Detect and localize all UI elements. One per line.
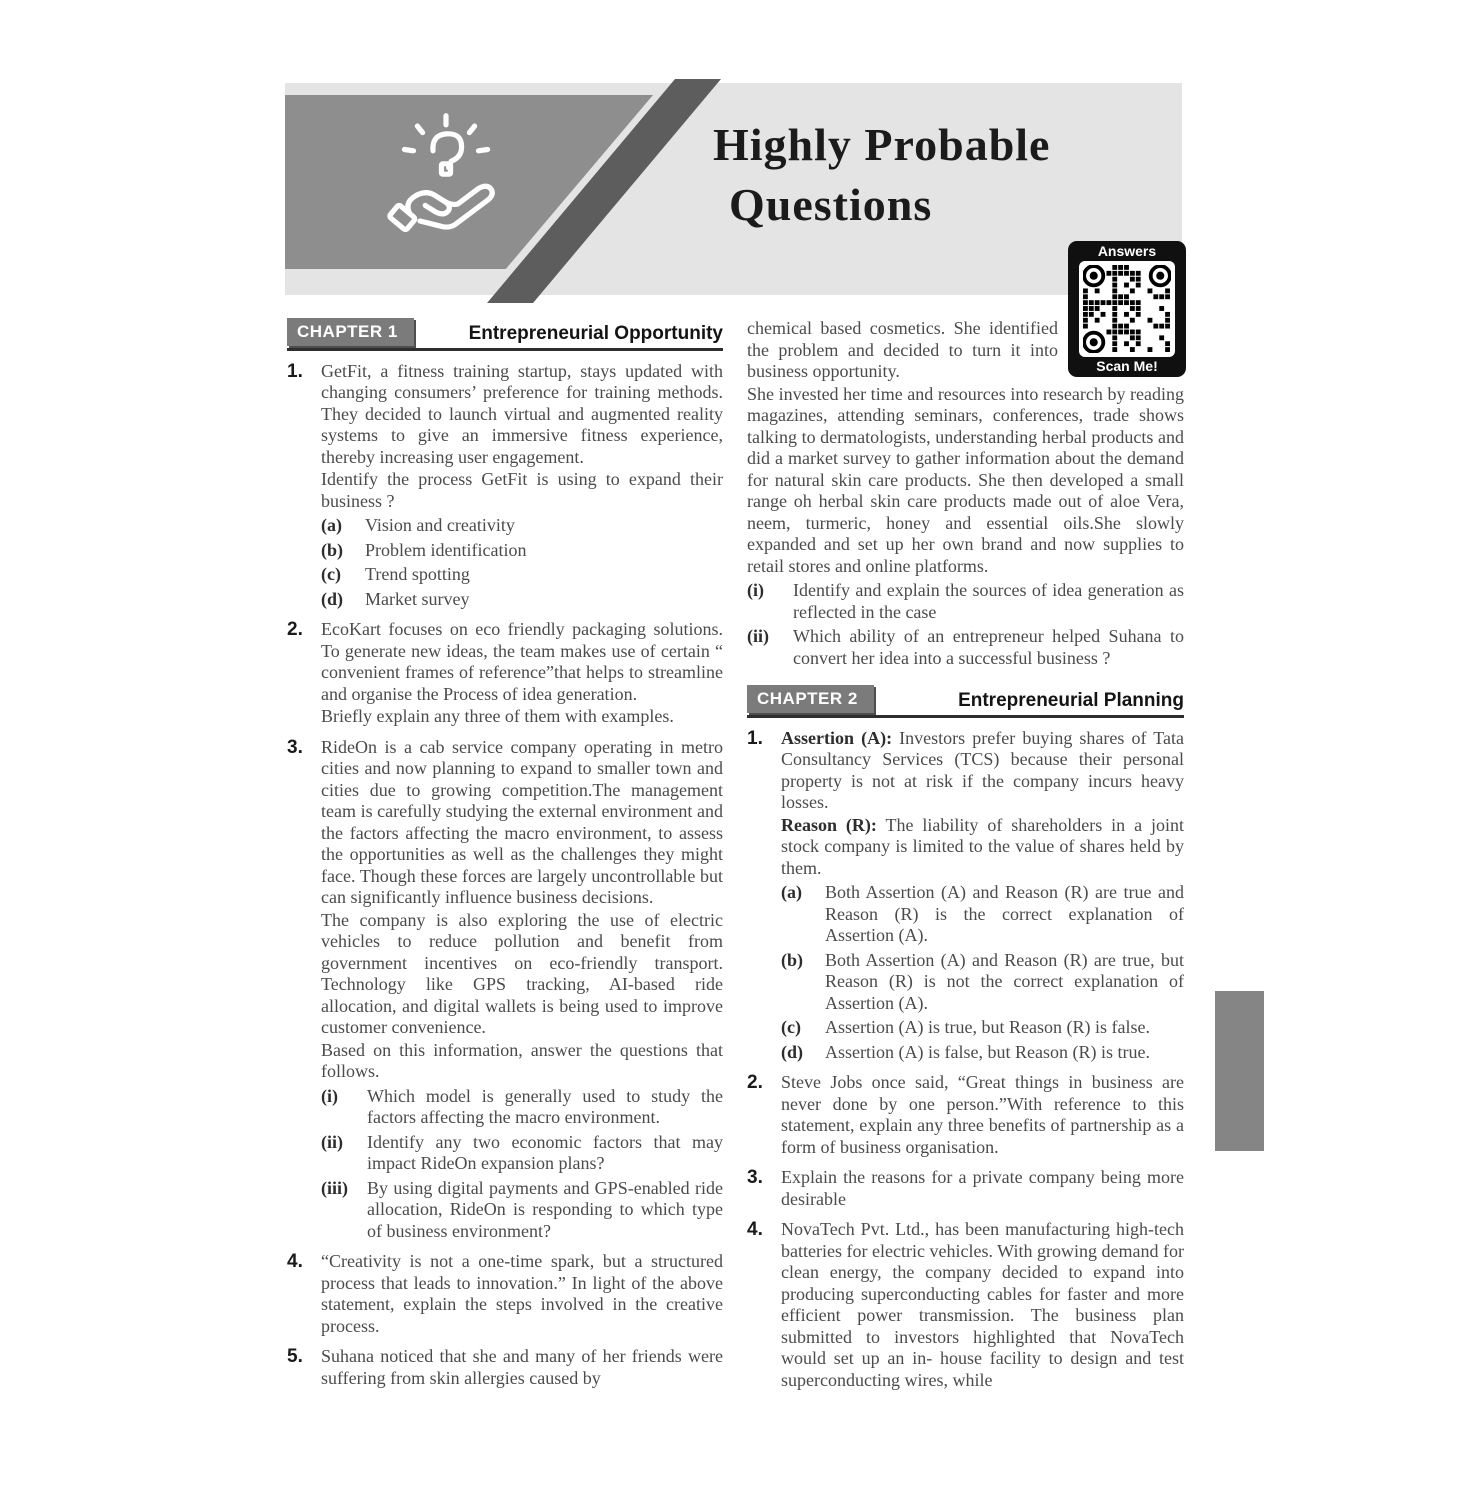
option-row: [781, 882, 1184, 947]
chapter-2-title: Entrepreneurial Planning: [958, 690, 1184, 711]
option-text: Both Assertion (A) and Reason (R) are true, but Reason (R) is not the correct explanation of Assertion (A).: [825, 949, 1184, 1013]
question-text: GetFit, a fitness training startup, stays updated with changing consumers’ preference for training methods. They decided to launch virtual and augmented reality systems to give an immersive fitness experience, thereby increasing user engagement.: [321, 360, 723, 467]
left-column: [287, 318, 723, 1398]
option-row: [321, 515, 723, 537]
idea-hand-icon: [381, 112, 511, 252]
sub-question-label: (i): [321, 1085, 338, 1106]
page-title: [713, 115, 1173, 235]
option-row: [321, 540, 723, 562]
question: [287, 1251, 723, 1337]
page-edge-tab: [1215, 991, 1264, 1151]
qr-scanme-label: Scan Me!: [1096, 358, 1158, 374]
option-label: (b): [781, 949, 803, 970]
question-text: chemical based cosmetics. She identified the problem and decided to turn it into business opportunity.: [747, 318, 1058, 381]
question-text: NovaTech Pvt. Ltd., has been manufacturing high-tech batteries for electric vehicles. With growing demand for clean energy, the company decided to expand into producing superconducting cables for faster and more efficient power transmission. The business plan submitted to investors highlighted that NovaTech would set up an in- house facility to design and test superconducting wires, while: [781, 1219, 1184, 1390]
sub-question-row: [747, 580, 1184, 623]
option-label: (b): [321, 539, 343, 560]
option-text: Market survey: [365, 588, 470, 609]
option-row: [781, 1042, 1184, 1064]
option-label: (a): [781, 882, 802, 902]
option-text: Assertion (A) is true, but Reason (R) is false.: [825, 1017, 1150, 1037]
sub-question-row: [747, 626, 1184, 669]
option-text: Vision and creativity: [365, 515, 515, 535]
qr-answers-label: Answers: [1097, 243, 1157, 259]
option-row: [321, 564, 723, 586]
question-text: Explain the reasons for a private company being more desirable: [781, 1167, 1184, 1209]
sub-question-row: [321, 1178, 723, 1243]
question-number: 1.: [747, 727, 763, 749]
option-row: [781, 1017, 1184, 1039]
question: [747, 728, 1184, 1064]
assertion-label: Assertion (A):: [781, 727, 893, 748]
option-label: (c): [781, 1017, 801, 1037]
qr-pattern: [1083, 265, 1171, 353]
page-title-line1: Highly Probable: [713, 119, 1051, 170]
sub-question-text: Which model is generally used to study the factors affecting the macro environment.: [367, 1085, 723, 1127]
sub-question-text: Identify and explain the sources of idea generation as reflected in the case: [793, 580, 1184, 622]
right-column: [747, 318, 1184, 1400]
question: [747, 1219, 1184, 1391]
sub-question-text: Identify any two economic factors that may impact RideOn expansion plans?: [367, 1131, 723, 1173]
question-text: She invested her time and resources into research by reading magazines, attending seminars, conferences, trade shows talking to dermatologists, understanding herbal products and did a market survey to gather information about the demand for natural skin care products. She then developed a small range oh herbal skin care products made out of aloe Vera, neem, turmeric, honey and essential oils.She slowly expanded and set up her own brand and now supplies to retail stores and online platforms.: [747, 383, 1184, 576]
question-number: 1.: [287, 360, 303, 382]
question-text: Identify the process GetFit is using to expand their business ?: [321, 469, 723, 511]
assertion-body: Investors prefer buying shares of Tata Consultancy Services (TCS) because their personal property is not at risk if the company incurs heavy losses.: [781, 727, 1184, 812]
sub-question-row: [321, 1132, 723, 1175]
question: [287, 361, 723, 611]
chapter-1-title: Entrepreneurial Opportunity: [468, 323, 723, 344]
question-text: Briefly explain any three of them with examples.: [321, 706, 674, 726]
assertion-text: [781, 728, 1184, 814]
question-text: EcoKart focuses on eco friendly packaging solutions. To generate new ideas, the team makes use of certain “ convenient frames of reference”that helps to streamline and organise the Process of idea generation.: [321, 619, 723, 704]
option-row: [781, 950, 1184, 1015]
question-text: Based on this information, answer the questions that follows.: [321, 1039, 723, 1081]
reason-body: The liability of shareholders in a joint stock company is limited to the value of shares held by them.: [781, 814, 1184, 878]
question-text: The company is also exploring the use of electric vehicles to reduce pollution and benefit from government incentives on eco-friendly transport. Technology like GPS tracking, AI-based ride allocation, and digital wallets is being used to improve customer convenience.: [321, 909, 723, 1037]
question-number: 5.: [287, 1346, 303, 1367]
sub-question-label: (iii): [321, 1177, 348, 1198]
sub-question-label: (ii): [747, 626, 769, 646]
chapter-2-header: [747, 685, 1184, 718]
option-text: Assertion (A) is false, but Reason (R) is true.: [825, 1041, 1150, 1062]
option-row: [321, 589, 723, 611]
question-number: 2.: [747, 1072, 763, 1093]
reason-label: Reason (R):: [781, 814, 877, 835]
option-text: Problem identification: [365, 539, 527, 560]
question-text: Suhana noticed that she and many of her friends were suffering from skin allergies caused by: [321, 1346, 723, 1388]
question-number: 4.: [287, 1251, 303, 1272]
sub-question-label: (ii): [321, 1131, 343, 1152]
question-number: 2.: [287, 619, 303, 640]
sub-question-text: By using digital payments and GPS-enabled ride allocation, RideOn is responding to which type of business environment?: [367, 1177, 723, 1241]
question: [747, 1167, 1184, 1210]
sub-question-text: Which ability of an entrepreneur helped Suhana to convert her idea into a successful business ?: [793, 626, 1184, 668]
question-text: Steve Jobs once said, “Great things in business are never done by one person.”With reference to this statement, explain any three benefits of partnership as a form of business organisation.: [781, 1072, 1184, 1157]
chapter-1-badge: CHAPTER 1: [287, 318, 414, 346]
question-text: “Creativity is not a one-time spark, but a structured process that leads to innovation.” In light of the above statement, explain the steps involved in the creative process.: [321, 1251, 723, 1336]
option-label: (a): [321, 515, 342, 535]
qr-code: [1079, 261, 1175, 357]
option-text: Trend spotting: [365, 564, 470, 584]
chapter-1-header: [287, 318, 723, 351]
qr-answers-block: [1068, 241, 1186, 377]
reason-text: [781, 815, 1184, 880]
header-banner: [285, 83, 1182, 295]
question-number: 4.: [747, 1219, 763, 1240]
sub-question-label: (i): [747, 580, 764, 600]
question: [287, 1346, 723, 1389]
question: [287, 737, 723, 1243]
sub-question-row: [321, 1086, 723, 1129]
option-text: Both Assertion (A) and Reason (R) are true and Reason (R) is the correct explanation of Assertion (A).: [825, 882, 1184, 945]
question-text: RideOn is a cab service company operating in metro cities and now planning to expand to smaller town and cities due to growing competition.The management team is carefully studying the external environment and the factors affecting the macro environment, to assess the opportunities as well as the challenges they might face. Though these forces are largely uncontrollable but can significantly influence business decisions.: [321, 736, 723, 907]
option-label: (d): [321, 588, 343, 609]
question-number: 3.: [747, 1167, 763, 1188]
question-number: 3.: [287, 736, 303, 758]
option-label: (d): [781, 1041, 803, 1062]
question: [747, 1072, 1184, 1158]
chapter-2-badge: CHAPTER 2: [747, 685, 874, 713]
page-title-line2: Questions: [729, 179, 933, 230]
question: [287, 619, 723, 728]
option-label: (c): [321, 564, 341, 584]
